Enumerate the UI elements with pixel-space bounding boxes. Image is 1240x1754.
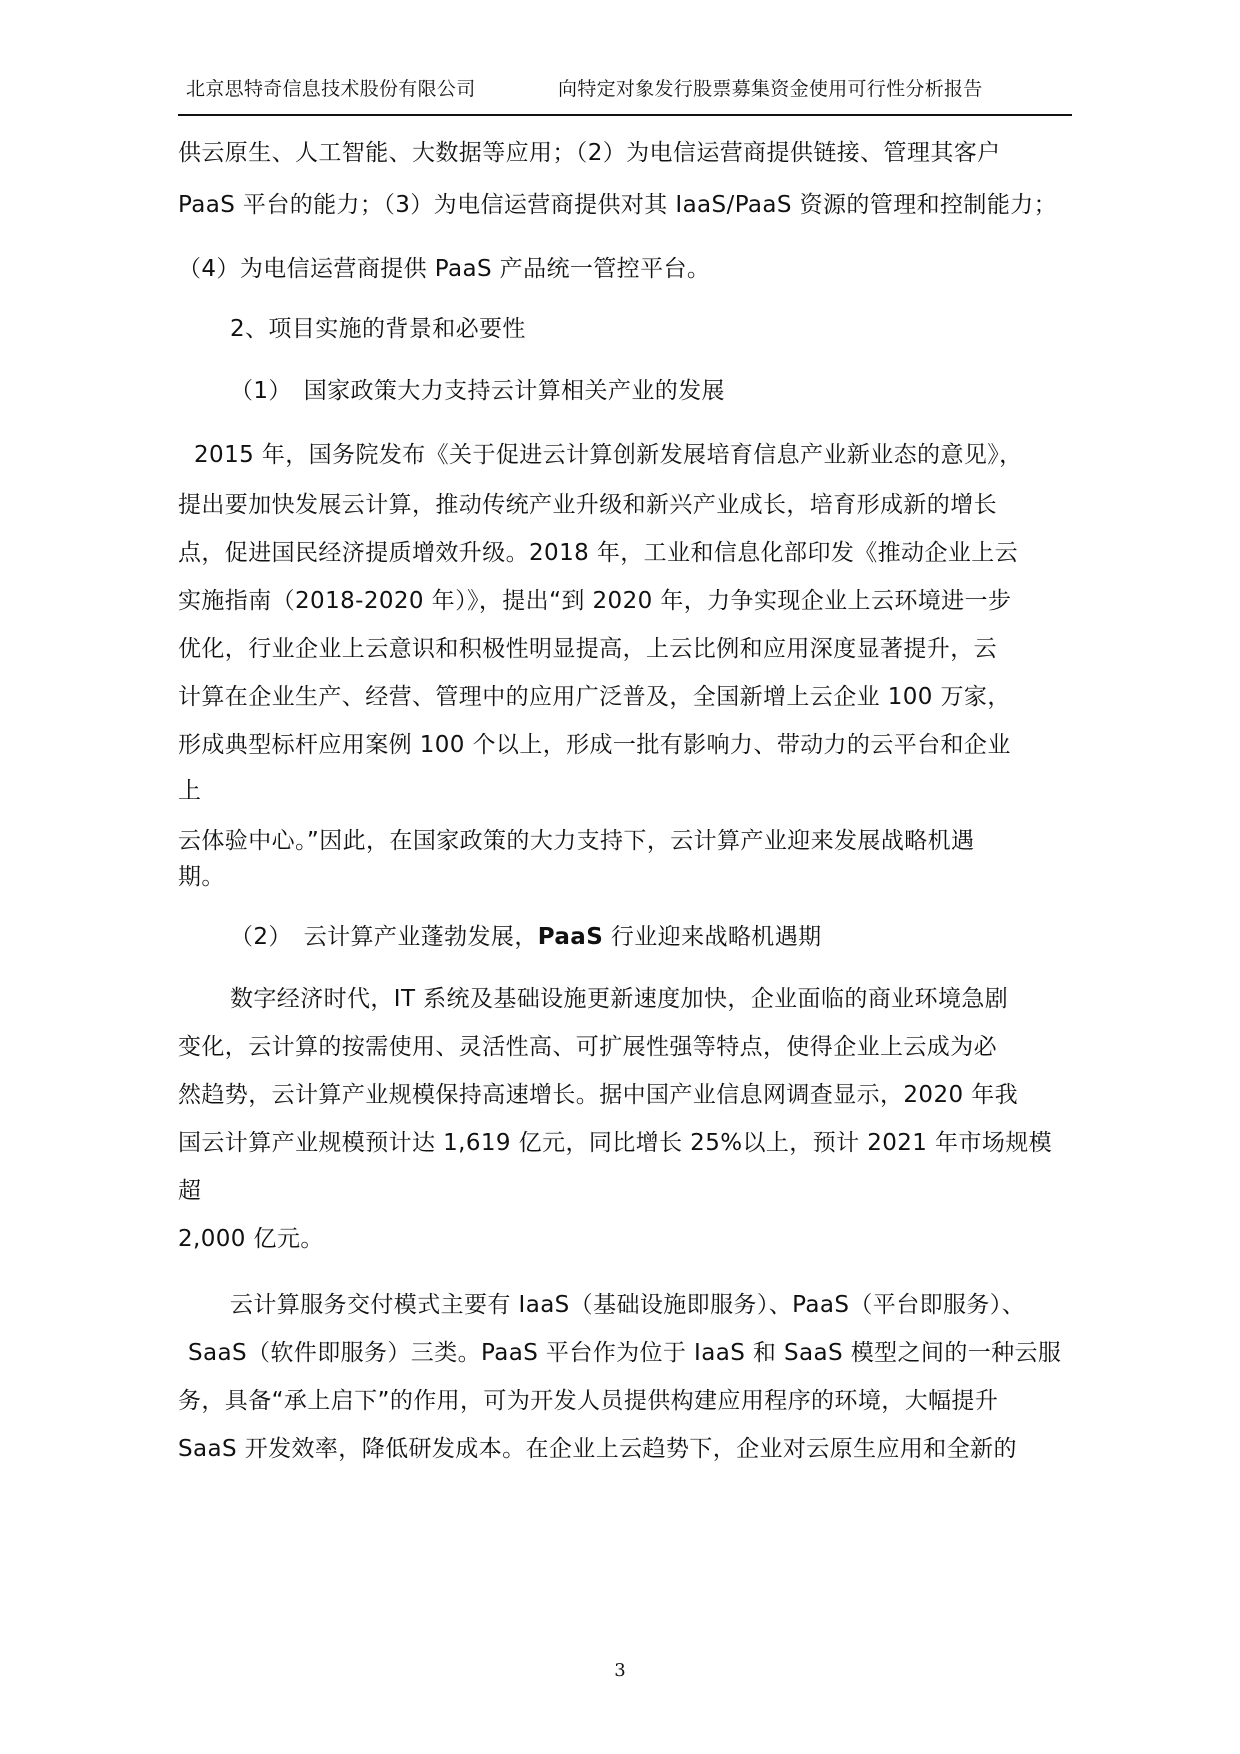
subsection-heading-text-end: 行业迎来战略机遇期 (603, 924, 822, 950)
body-line: 2,000 亿元。 (178, 1226, 324, 1252)
body-line: 期。 (178, 864, 225, 890)
body-line: 云体验中心。”因此，在国家政策的大力支持下，云计算产业迎来发展战略机遇 (178, 828, 975, 854)
body-line: 务，具备“承上启下”的作用，可为开发人员提供构建应用程序的环境，大幅提升 (178, 1388, 999, 1414)
body-line: 形成典型标杆应用案例 100 个以上，形成一批有影响力、带动力的云平台和企业 (178, 732, 1011, 758)
subsection-heading (230, 922, 822, 952)
body-line: 实施指南（2018-2020 年）》，提出“到 2020 年，力争实现企业上云环境进一步 (178, 588, 1012, 614)
body-line: 然趋势，云计算产业规模保持高速增长。据中国产业信息网调查显示，2020 年我 (178, 1082, 1019, 1108)
subsection-heading-bold: PaaS (537, 924, 604, 950)
header-divider (178, 114, 1072, 116)
subsection-heading-text: （2） 云计算产业蓬勃发展， (230, 924, 538, 950)
body-line: 国云计算产业规模预计达 1,619 亿元，同比增长 25%以上，预计 2021 年市场规模 (178, 1130, 1053, 1156)
header-company: 北京思特奇信息技术股份有限公司 (186, 78, 476, 100)
subsection-heading: （1） 国家政策大力支持云计算相关产业的发展 (230, 378, 725, 404)
body-line: 2015 年，国务院发布《关于促进云计算创新发展培育信息产业新业态的意见》， (194, 442, 1023, 468)
body-line: 超 (178, 1178, 202, 1204)
body-line: 优化，行业企业上云意识和积极性明显提高，上云比例和应用深度显著提升，云 (178, 636, 997, 662)
body-line: SaaS（软件即服务）三类。PaaS 平台作为位于 IaaS 和 SaaS 模型之间的一种云服 (188, 1340, 1062, 1366)
body-line: （4）为电信运营商提供 PaaS 产品统一管控平台。 (178, 256, 711, 282)
body-line: 计算在企业生产、经营、管理中的应用广泛普及，全国新增上云企业 100 万家， (178, 684, 1011, 710)
body-line: SaaS 开发效率，降低研发成本。在企业上云趋势下，企业对云原生应用和全新的 (178, 1436, 1017, 1462)
body-line: 点，促进国民经济提质增效升级。2018 年，工业和信息化部印发《推动企业上云 (178, 540, 1019, 566)
body-line: 上 (178, 778, 202, 804)
body-line: 云计算服务交付模式主要有 IaaS（基础设施即服务）、PaaS（平台即服务）、 (230, 1292, 1026, 1318)
body-line: 变化，云计算的按需使用、灵活性高、可扩展性强等特点，使得企业上云成为必 (178, 1034, 997, 1060)
page-number: 3 (614, 1660, 626, 1681)
body-line: 提出要加快发展云计算，推动传统产业升级和新兴产业成长，培育形成新的增长 (178, 492, 997, 518)
header-report-title: 向特定对象发行股票募集资金使用可行性分析报告 (558, 78, 983, 100)
body-line: 供云原生、人工智能、大数据等应用；（2）为电信运营商提供链接、管理其客户 (178, 140, 1001, 166)
body-line: PaaS 平台的能力；（3）为电信运营商提供对其 IaaS/PaaS 资源的管理和控制能力； (178, 192, 1058, 218)
body-line: 数字经济时代，IT 系统及基础设施更新速度加快，企业面临的商业环境急剧 (230, 986, 1009, 1012)
section-heading: 2、项目实施的背景和必要性 (230, 316, 526, 342)
